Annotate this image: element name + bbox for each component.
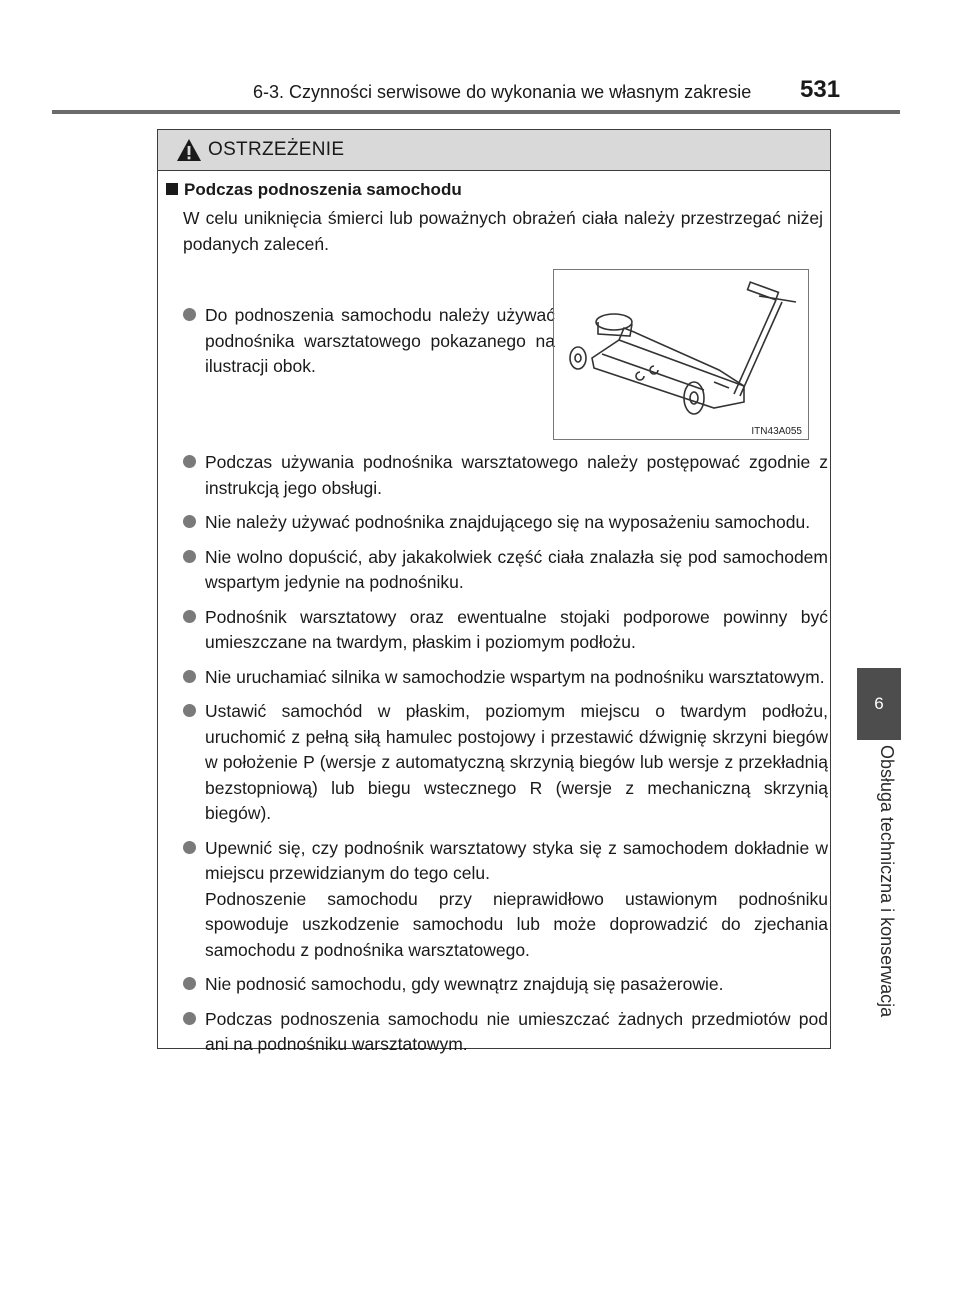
list-item-text: Nie podnosić samochodu, gdy wewnątrz znajdują się pasażerowie. bbox=[205, 974, 724, 994]
bullet-icon bbox=[183, 977, 196, 990]
chapter-tab: 6 bbox=[857, 668, 901, 740]
intro-text: W celu uniknięcia śmierci lub poważnych obrażeń ciała należy przestrzegać niżej podanych zaleceń. bbox=[183, 208, 823, 254]
list-item-text: Nie należy używać podnośnika znajdującego się na wyposażeniu samochodu. bbox=[205, 512, 811, 532]
list-item bbox=[183, 699, 828, 827]
illustration-code: ITN43A055 bbox=[751, 426, 802, 437]
bullet-icon bbox=[183, 455, 196, 468]
list-item bbox=[183, 303, 555, 380]
square-bullet-icon bbox=[166, 183, 178, 195]
section-title: 6-3. Czynności serwisowe do wykonania we własnym zakresie bbox=[253, 82, 752, 102]
page-number: 531 bbox=[800, 76, 841, 103]
header-divider bbox=[52, 110, 900, 114]
bullet-icon bbox=[183, 670, 196, 683]
list-item-text: Upewnić się, czy podnośnik warsztatowy styka się z samochodem dokładnie w miejscu przewidzianym do tego celu. bbox=[205, 837, 828, 883]
section-heading-text: Podczas podnoszenia samochodu bbox=[184, 180, 462, 199]
bullet-icon bbox=[183, 515, 196, 528]
bullet-icon bbox=[183, 841, 196, 854]
list-item bbox=[183, 450, 828, 501]
list-item bbox=[183, 665, 828, 691]
list-item bbox=[183, 510, 828, 536]
floor-jack-illustration bbox=[553, 269, 809, 440]
list-item bbox=[183, 605, 828, 656]
list-item-text: Ustawić samochód w płaskim, poziomym miejscu o twardym podłożu, uruchomić z pełną siłą hamulec postojowy i przestawić dźwignię skrzyni biegów w położenie P (wersje z automatyczną skrzynią biegów lub wersje z przekładnią bezstopniową) lub biegu wstecznego R (wersje z mechaniczną skrzynią biegów). bbox=[205, 701, 828, 823]
bullet-icon bbox=[183, 610, 196, 623]
list-item-text: Do podnoszenia samochodu należy używać podnośnika warsztatowego pokazanego na ilustracji obok. bbox=[205, 305, 555, 376]
list-item-text: Nie uruchamiać silnika w samochodzie wspartym na podnośniku warsztatowym. bbox=[205, 666, 825, 687]
list-item-note: Podnoszenie samochodu przy nieprawidłowo ustawionym podnośniku spowoduje uszkodzenie samochodu lub może doprowadzić do zjechania samochodu z podnośnika warsztatowego. bbox=[205, 888, 828, 960]
list-item-text: Podczas używania podnośnika warsztatowego należy postępować zgodnie z instrukcją jego obsługi. bbox=[205, 452, 828, 498]
bullet-icon bbox=[183, 704, 196, 717]
page-header bbox=[0, 0, 960, 115]
list-item-text: Podczas podnoszenia samochodu nie umieszczać żadnych przedmiotów pod ani na podnośniku warsztatowym. bbox=[205, 1008, 828, 1054]
warning-header bbox=[158, 130, 830, 171]
warning-list bbox=[183, 450, 828, 1067]
section-heading bbox=[166, 180, 462, 200]
bullet-icon bbox=[183, 308, 196, 321]
list-item bbox=[183, 972, 828, 998]
warning-triangle-icon bbox=[176, 138, 202, 162]
list-item-text: Podnośnik warsztatowy oraz ewentualne stojaki podporowe powinny być umieszczane na twardym, płaskim i poziomym podłożu. bbox=[205, 606, 828, 652]
warning-box bbox=[157, 129, 831, 1054]
list-item bbox=[183, 1007, 828, 1058]
floor-jack-icon bbox=[554, 270, 808, 439]
chapter-title: Obsługa techniczna i konserwacja bbox=[877, 745, 897, 1018]
bullet-icon bbox=[183, 550, 196, 563]
warning-title: OSTRZEŻENIE bbox=[208, 139, 345, 160]
list-item-text: Nie wolno dopuścić, aby jakakolwiek część ciała znalazła się pod samochodem wspartym jedynie na podnośniku. bbox=[205, 546, 828, 592]
list-item bbox=[183, 545, 828, 596]
bullet-icon bbox=[183, 1012, 196, 1025]
list-item bbox=[183, 836, 828, 964]
